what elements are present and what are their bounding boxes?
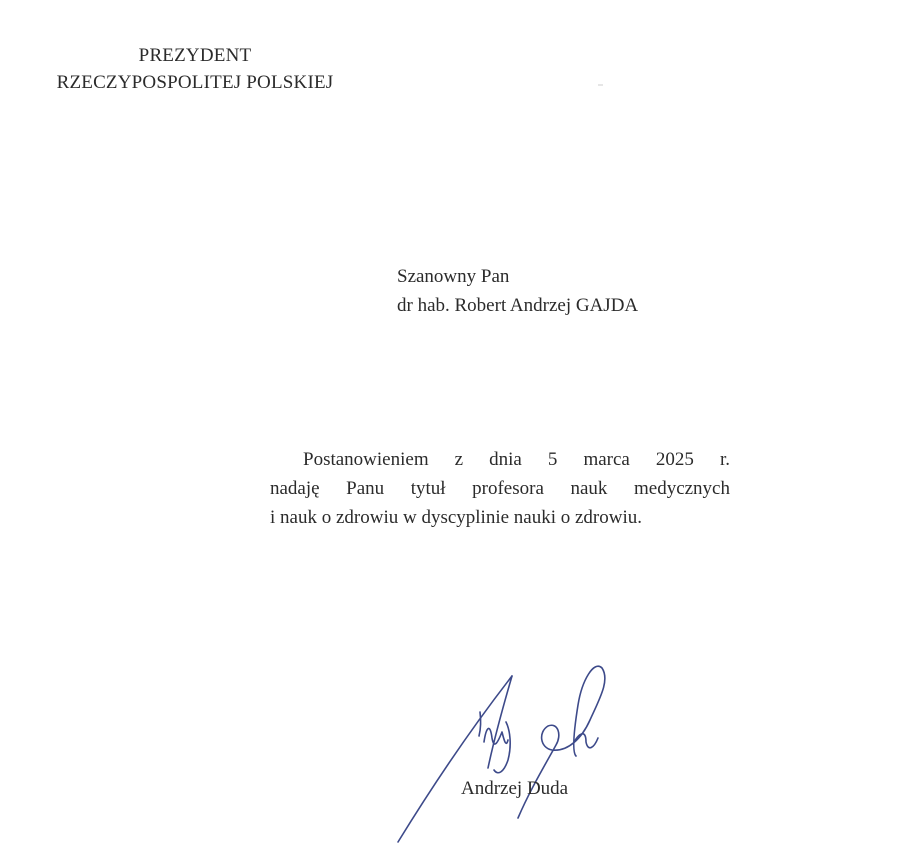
recipient-name: dr hab. Robert Andrzej GAJDA	[397, 295, 639, 316]
scan-artifact	[598, 84, 603, 86]
letterhead-subtitle: RZECZYPOSPOLITEJ POLSKIEJ	[56, 72, 334, 93]
signatory-name: Andrzej Duda	[461, 778, 569, 799]
body-line: i nauk o zdrowiu w dyscyplinie nauki o zdrowiu.	[270, 507, 643, 528]
letter-body	[270, 445, 730, 532]
body-line: nadaję Panu tytuł profesora nauk medycznych	[270, 478, 730, 499]
recipient-block	[397, 262, 638, 320]
letterhead	[30, 42, 360, 96]
recipient-salutation: Szanowny Pan	[397, 266, 510, 287]
letterhead-title: PREZYDENT	[138, 45, 252, 66]
body-line: Postanowieniem z dnia 5 marca 2025 r.	[303, 449, 730, 470]
